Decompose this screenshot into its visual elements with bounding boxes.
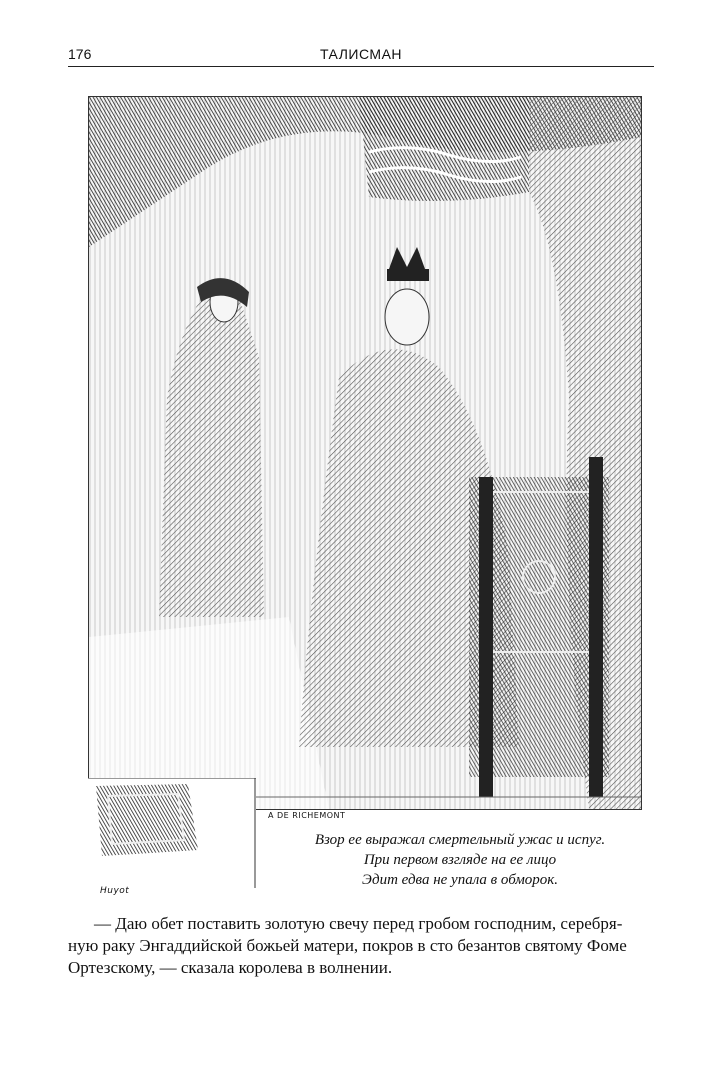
body-paragraph — [68, 913, 654, 979]
engraving-illustration — [88, 96, 642, 810]
engraver-signature-left: Huyot — [100, 886, 130, 896]
body-line: ную раку Энгаддийской божьей матери, покров в сто безантов святому Фоме — [68, 936, 627, 955]
body-line: Ортезскому, — сказала королева в волнении. — [68, 958, 393, 977]
caption-line: Эдит едва не упала в обморок. — [361, 872, 559, 888]
caption-line: Взор ее выражал смертельный ужас и испуг. — [314, 832, 606, 848]
inset-rug-vignette — [88, 778, 256, 888]
running-title: ТАЛИСМАН — [319, 46, 403, 62]
page-number: 176 — [68, 46, 92, 62]
caption-line: При первом взгляде на ее лицо — [363, 852, 557, 868]
illustration-caption — [290, 830, 630, 890]
running-head — [68, 44, 654, 67]
body-line: — Даю обет поставить золотую свечу перед гробом господним, серебря- — [94, 914, 623, 933]
artist-signature-right: A DE RICHEMONT — [268, 811, 346, 820]
